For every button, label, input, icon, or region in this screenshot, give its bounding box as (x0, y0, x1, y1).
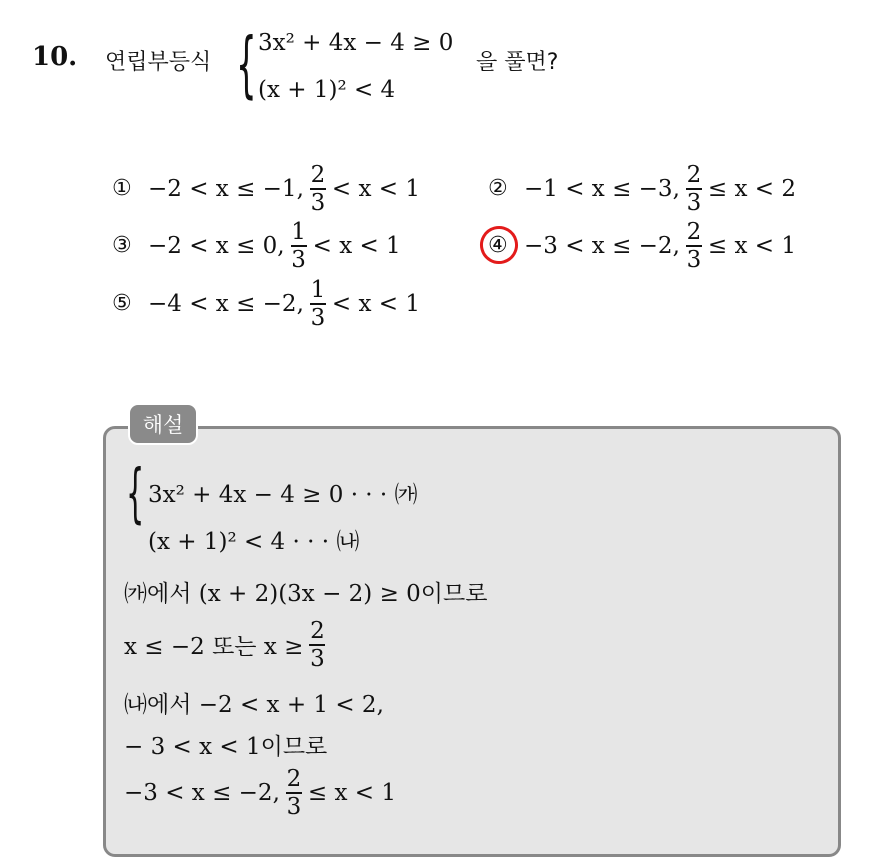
choice-5-fraction: $\frac{1}{3}$ (310, 277, 326, 331)
choice-3-range: −2 < x ≤ 0, (148, 232, 285, 259)
choice-2-tail: ≤ x < 2 (707, 175, 796, 202)
solution-step-1: ㈎에서 (x + 2)(3x − 2) ≥ 0이므로 (124, 581, 488, 607)
choice-4-range: −3 < x ≤ −2, (524, 232, 680, 259)
choice-3-mark: ③ (112, 233, 132, 259)
solution-step-2-text: x ≤ −2 또는 x ≥ (124, 634, 304, 661)
solution-system-brace: { (126, 457, 145, 531)
choice-4-tail: ≤ x < 1 (707, 232, 796, 259)
choice-1-range: −2 < x ≤ −1, (148, 175, 304, 202)
choice-5-mark: ⑤ (112, 291, 132, 317)
choice-5[interactable] (112, 277, 420, 331)
choice-5-range: −4 < x ≤ −2, (148, 290, 304, 317)
question-suffix: 을 풀면? (476, 50, 559, 75)
choice-2[interactable] (488, 162, 796, 216)
system-brace: { (236, 22, 257, 106)
solution-step-2-fraction: $\frac{2}{3}$ (310, 618, 325, 672)
solution-step-3: ㈏에서 −2 < x + 1 < 2, (124, 692, 384, 718)
solution-step-2 (124, 618, 331, 672)
choice-2-range: −1 < x ≤ −3, (524, 175, 680, 202)
solution-answer-range: −3 < x ≤ −2, (124, 779, 280, 806)
question-number: 10. (32, 42, 78, 72)
choice-4-fraction: $\frac{2}{3}$ (686, 219, 702, 273)
choice-4[interactable] (488, 219, 796, 273)
choice-4-mark: ④ (488, 233, 508, 259)
solution-answer-tail: ≤ x < 1 (307, 779, 396, 806)
solution-answer-fraction: $\frac{2}{3}$ (286, 766, 302, 820)
choice-1-tail: < x < 1 (331, 175, 420, 202)
question-text: 연립부등식 (105, 50, 212, 75)
choice-3[interactable] (112, 219, 401, 273)
solution-step-4: − 3 < x < 1이므로 (124, 734, 328, 760)
solution-inequality-2: (x + 1)² < 4 · · · ㈏ (148, 529, 360, 555)
question-inequality-2: (x + 1)² < 4 (258, 77, 396, 103)
question-inequality-1: 3x² + 4x − 4 ≥ 0 (258, 30, 454, 56)
choice-1[interactable] (112, 162, 420, 216)
choice-2-fraction: $\frac{2}{3}$ (686, 162, 702, 216)
solution-answer (124, 766, 396, 820)
solution-inequality-1: 3x² + 4x − 4 ≥ 0 · · · ㈎ (148, 482, 418, 508)
choice-2-mark: ② (488, 176, 508, 202)
solution-label: 해설 (128, 403, 198, 445)
choice-3-tail: < x < 1 (312, 232, 401, 259)
choice-1-mark: ① (112, 176, 132, 202)
choice-5-tail: < x < 1 (331, 290, 420, 317)
choice-1-fraction: $\frac{2}{3}$ (310, 162, 326, 216)
choice-3-fraction: $\frac{1}{3}$ (291, 219, 306, 273)
